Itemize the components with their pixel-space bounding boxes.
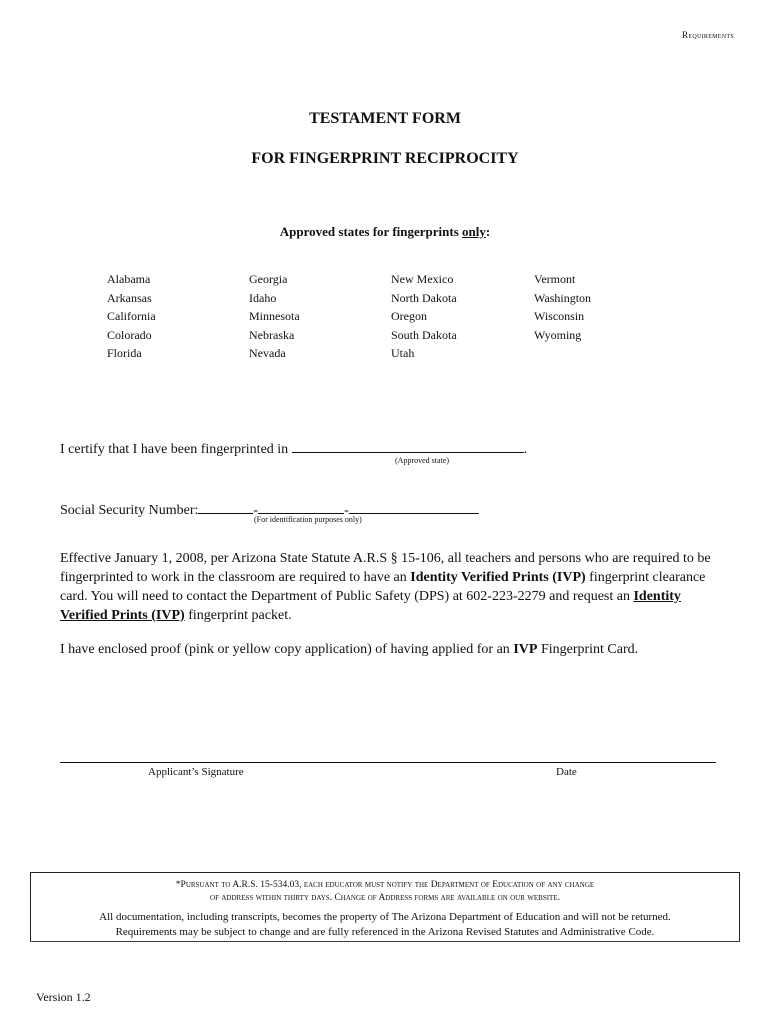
approved-states-heading-suffix: : bbox=[485, 224, 491, 239]
notice-documentation bbox=[31, 910, 739, 940]
state-item: South Dakota bbox=[391, 327, 457, 342]
state-item: Florida bbox=[107, 346, 142, 361]
certify-period: . bbox=[523, 442, 528, 457]
enclosed-proof-paragraph bbox=[60, 640, 730, 659]
notice-line-1: *Pursuant to A.R.S. 15-534.03, each educator must notify the Department of Education of any change bbox=[175, 880, 595, 890]
state-item: Georgia bbox=[249, 272, 288, 286]
state-item: Wyoming bbox=[534, 327, 582, 342]
state-item: New Mexico bbox=[391, 272, 454, 286]
date-label: Date bbox=[556, 766, 577, 778]
state-item: Vermont bbox=[534, 272, 576, 286]
notice-address-change bbox=[31, 879, 739, 905]
ivp-requirement-paragraph bbox=[60, 549, 730, 625]
approved-state-field[interactable] bbox=[292, 438, 524, 453]
certify-text: I certify that I have been fingerprinted in bbox=[60, 442, 289, 457]
notice-line-4: Requirements may be subject to change and are fully referenced in the Arizona Revised Statutes and Administrative Code. bbox=[115, 926, 655, 938]
version-label: Version 1.2 bbox=[36, 990, 91, 1004]
applicant-signature-label: Applicant’s Signature bbox=[148, 766, 244, 778]
approved-states-heading bbox=[0, 224, 770, 240]
ssn-dash-2: - bbox=[344, 503, 349, 518]
states-column-3 bbox=[391, 270, 534, 363]
notice-line-2: of address within thirty days. Change of Address forms are available on our website. bbox=[210, 893, 560, 903]
state-item: Utah bbox=[391, 346, 415, 361]
state-item: Nebraska bbox=[249, 327, 295, 342]
para1-bold-ivp: Identity Verified Prints (IVP) bbox=[410, 570, 586, 585]
form-title: TESTAMENT FORM bbox=[309, 110, 461, 127]
state-item: California bbox=[107, 309, 156, 324]
ssn-label: Social Security Number: bbox=[60, 503, 199, 518]
state-item: North Dakota bbox=[391, 290, 457, 305]
approved-states-heading-prefix: Approved states for fingerprints bbox=[279, 224, 463, 239]
approved-states-heading-emph: only bbox=[462, 224, 486, 239]
para1-bold-underline-ivp: Identity Verified Prints (IVP) bbox=[60, 589, 681, 623]
state-item: Wisconsin bbox=[534, 309, 585, 324]
ssn-field-part-1[interactable] bbox=[198, 499, 253, 514]
state-item: Nevada bbox=[249, 346, 286, 361]
notice-box-bottom-border bbox=[30, 941, 740, 942]
ssn-note: (For identification purposes only) bbox=[254, 515, 362, 524]
ssn-dash-1: - bbox=[253, 503, 259, 518]
state-item: Idaho bbox=[249, 290, 277, 305]
para2-text-1: I have enclosed proof (pink or yellow copy application) of having applied for an bbox=[60, 642, 514, 657]
state-item: Alabama bbox=[107, 272, 151, 286]
para1-text-2: fingerprint clearance card. You will need to contact the Department of Public Safety (DPS) at 602-223-2279 and request an bbox=[60, 570, 706, 604]
para2-text-2: Fingerprint Card. bbox=[537, 642, 639, 657]
state-item: Arkansas bbox=[107, 290, 152, 305]
states-column-4 bbox=[534, 270, 667, 363]
para2-bold-ivp: IVP bbox=[513, 642, 538, 657]
state-item: Washington bbox=[534, 290, 592, 305]
para1-text-3: fingerprint packet. bbox=[184, 608, 292, 623]
header-requirements-label: Requirements bbox=[682, 30, 734, 40]
signature-line[interactable] bbox=[60, 762, 716, 763]
approved-state-note: (Approved state) bbox=[395, 456, 449, 465]
notice-box bbox=[30, 872, 740, 942]
state-item: Minnesota bbox=[249, 309, 300, 324]
ssn-field-part-3[interactable] bbox=[349, 499, 479, 514]
certify-statement bbox=[60, 438, 527, 458]
state-item: Oregon bbox=[391, 309, 427, 324]
state-item: Colorado bbox=[107, 327, 152, 342]
states-column-1 bbox=[107, 270, 249, 363]
states-column-2 bbox=[249, 270, 391, 363]
notice-line-3: All documentation, including transcripts, becomes the property of The Arizona Department of Education and will not be returned. bbox=[99, 911, 671, 923]
approved-states-list bbox=[107, 270, 667, 363]
form-subtitle: FOR FINGERPRINT RECIPROCITY bbox=[251, 150, 519, 167]
para1-text-1: Effective January 1, 2008, per Arizona State Statute A.R.S § 15-106, all teachers and persons who are required to be fingerprinted to work in the classroom are required to have an bbox=[60, 551, 711, 585]
ssn-field-part-2[interactable] bbox=[258, 499, 344, 514]
